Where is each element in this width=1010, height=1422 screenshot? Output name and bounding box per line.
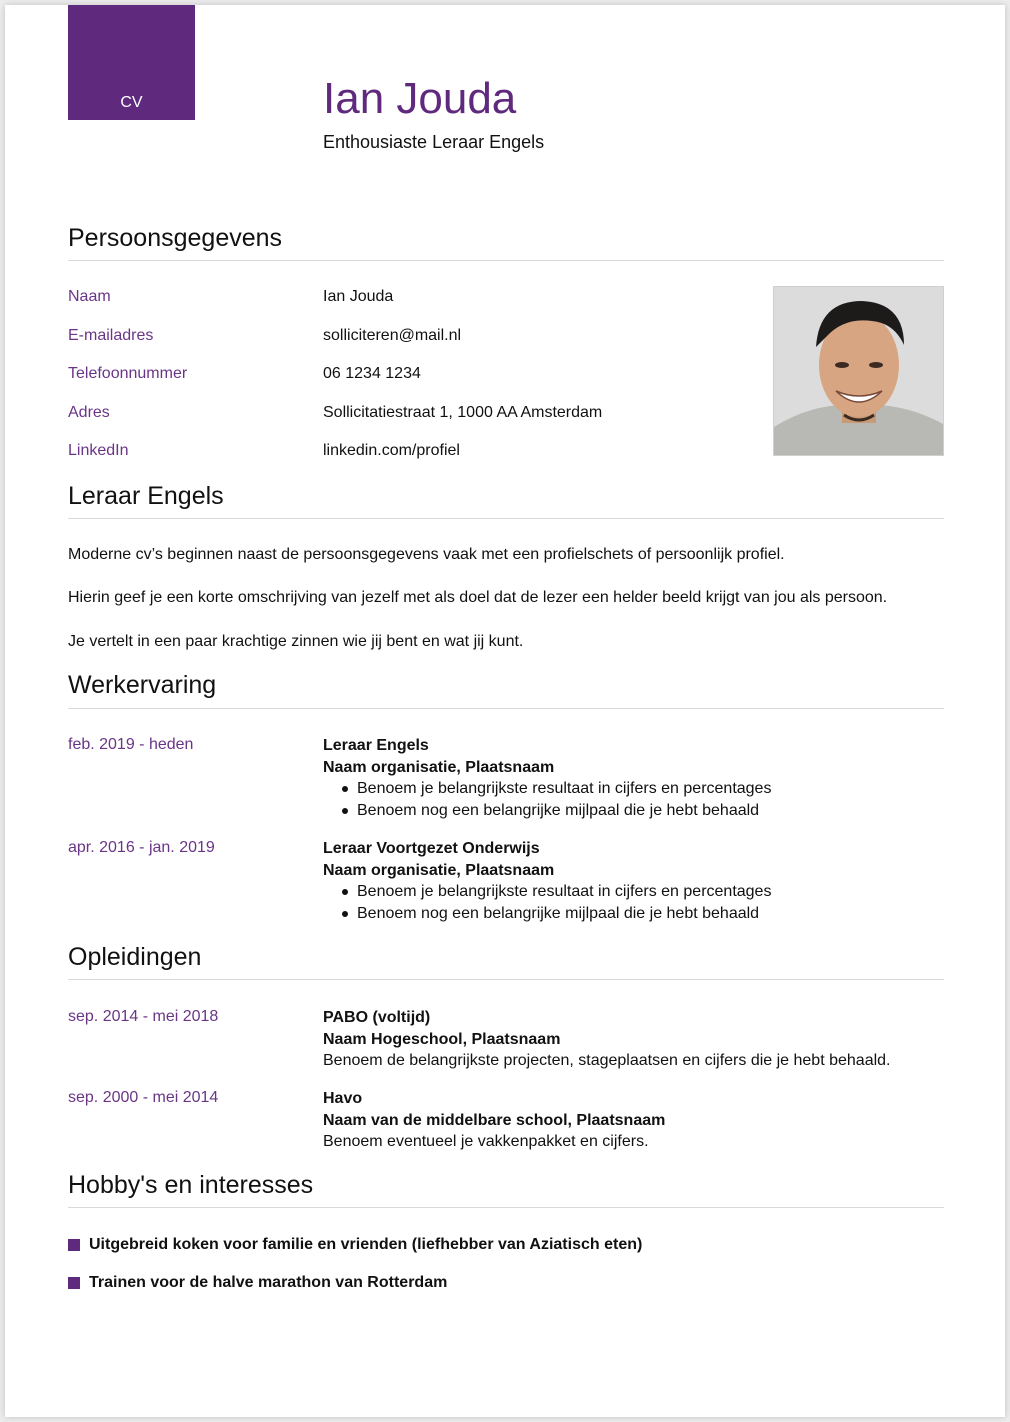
education-title: PABO (voltijd) (323, 1009, 431, 1026)
education-institution: Naam van de middelbare school, Plaatsnaam (323, 1111, 666, 1129)
education-description: Benoem eventueel je vakkenpakket en cijfers. (323, 1133, 649, 1150)
section-title-personal: Persoonsgegevens (68, 224, 283, 252)
section-title-education: Opleidingen (68, 943, 202, 971)
hobby-text: Uitgebreid koken voor familie en vrienden (liefhebber van Aziatisch eten) (89, 1236, 643, 1253)
section-title-hobbies: Hobby's en interesses (68, 1171, 314, 1199)
section-divider (68, 979, 944, 980)
personal-value-phone: 06 1234 1234 (323, 365, 421, 382)
work-bullet: Benoem nog een belangrijke mijlpaal die je hebt behaald (357, 800, 771, 822)
section-divider (68, 1207, 944, 1208)
profile-paragraph: Hierin geef je een korte omschrijving van jezelf met als doel dat de lezer een helder beeld krijgt van jou als persoon. (68, 589, 888, 606)
hobby-text: Trainen voor de halve marathon van Rotterdam (89, 1274, 448, 1291)
work-entry (323, 838, 771, 924)
personal-value-linkedin: linkedin.com/profiel (323, 442, 460, 459)
section-divider (68, 260, 944, 261)
work-entry (323, 735, 771, 821)
education-entry (323, 1088, 665, 1153)
work-title: Leraar Voortgezet Onderwijs (323, 840, 540, 857)
personal-label-name: Naam (68, 288, 111, 305)
work-bullet: Benoem je belangrijkste resultaat in cijfers en percentages (357, 778, 771, 800)
section-divider (68, 708, 944, 709)
work-title: Leraar Engels (323, 737, 429, 754)
cv-badge: CV (68, 5, 195, 120)
work-bullet: Benoem je belangrijkste resultaat in cijfers en percentages (357, 881, 771, 903)
hobby-item (68, 1236, 642, 1254)
section-divider (68, 518, 944, 519)
education-description: Benoem de belangrijkste projecten, stageplaatsen en cijfers die je hebt behaald. (323, 1052, 891, 1069)
candidate-subtitle: Enthousiaste Leraar Engels (323, 132, 545, 152)
square-bullet-icon (68, 1239, 80, 1251)
education-date: sep. 2014 - mei 2018 (68, 1008, 219, 1025)
work-date: apr. 2016 - jan. 2019 (68, 839, 215, 856)
education-title: Havo (323, 1090, 363, 1107)
work-bullets (323, 778, 771, 821)
portrait-illustration (774, 287, 944, 456)
education-institution: Naam Hogeschool, Plaatsnaam (323, 1030, 561, 1048)
personal-value-address: Sollicitatiestraat 1, 1000 AA Amsterdam (323, 404, 603, 421)
personal-value-email: solliciteren@mail.nl (323, 327, 462, 344)
hobby-item (68, 1274, 447, 1292)
education-entry (323, 1007, 890, 1072)
work-organization: Naam organisatie, Plaatsnaam (323, 861, 555, 879)
profile-paragraph: Moderne cv’s beginnen naast de persoonsgegevens vaak met een profielschets of persoonlijk profiel. (68, 546, 785, 563)
cv-page (5, 5, 1005, 1417)
personal-label-email: E-mailadres (68, 327, 154, 344)
personal-label-linkedin: LinkedIn (68, 442, 129, 459)
personal-label-address: Adres (68, 404, 110, 421)
personal-label-phone: Telefoonnummer (68, 365, 188, 382)
section-title-profile: Leraar Engels (68, 482, 224, 510)
work-bullets (323, 881, 771, 924)
personal-value-name: Ian Jouda (323, 288, 394, 305)
profile-photo (773, 286, 944, 456)
education-date: sep. 2000 - mei 2014 (68, 1089, 219, 1106)
candidate-name: Ian Jouda (323, 74, 517, 123)
work-bullet: Benoem nog een belangrijke mijlpaal die je hebt behaald (357, 903, 771, 925)
profile-paragraph: Je vertelt in een paar krachtige zinnen wie jij bent en wat jij kunt. (68, 633, 524, 650)
work-date: feb. 2019 - heden (68, 736, 194, 753)
work-organization: Naam organisatie, Plaatsnaam (323, 758, 555, 776)
section-title-work: Werkervaring (68, 671, 217, 699)
square-bullet-icon (68, 1277, 80, 1289)
